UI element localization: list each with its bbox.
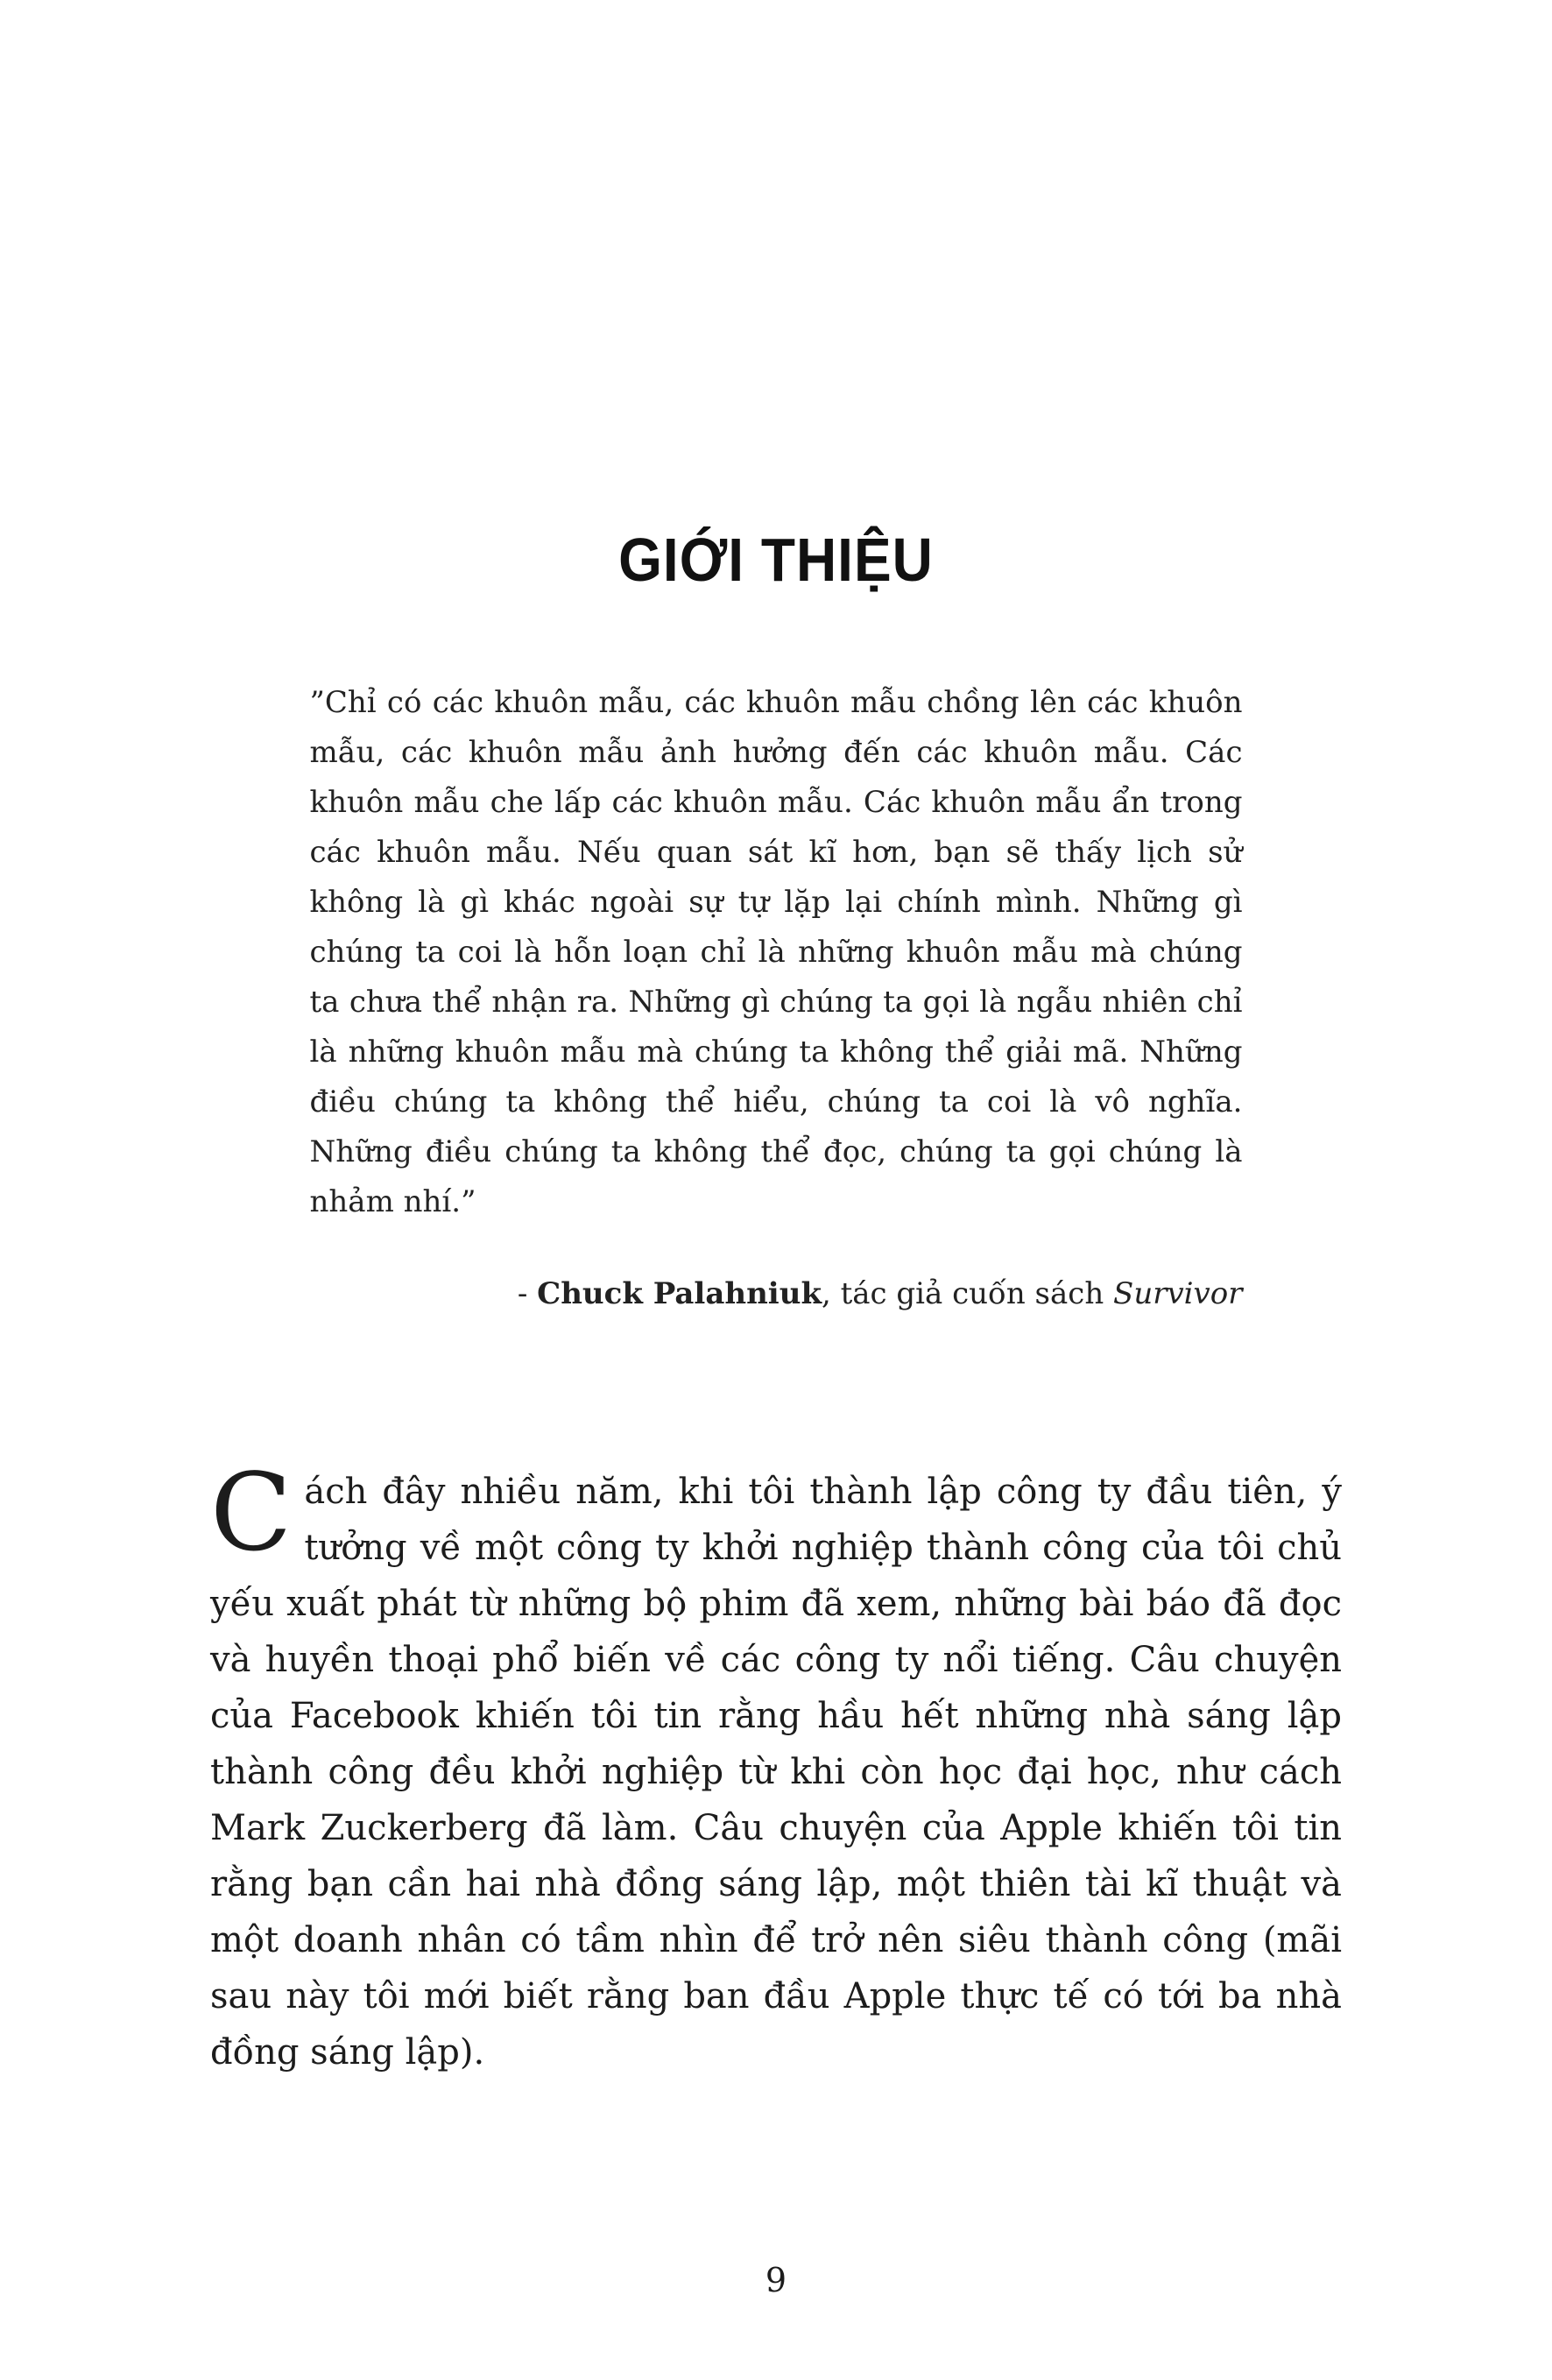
- page-number: 9: [765, 2261, 787, 2299]
- quote-block: ”Chỉ có các khuôn mẫu, các khuôn mẫu chồng lên các khuôn mẫu, các khuôn mẫu ảnh hưởng đến các khuôn mẫu. Các khuôn mẫu che lấp các khuôn mẫu. Các khuôn mẫu ẩn trong các khuôn mẫu. Nếu quan sát kĩ hơn, bạn sẽ thấy lịch sử không là gì khác ngoài sự tự lặp lại chính mình. Những gì chúng ta coi là hỗn loạn chỉ là những khuôn mẫu mà chúng ta chưa thể nhận ra. Những gì chúng ta gọi là ngẫu nhiên chỉ là những khuôn mẫu mà chúng ta không thể giải mã. Những điều chúng ta không thể hiểu, chúng ta coi là vô nghĩa. Những điều chúng ta không thể đọc, chúng ta gọi chúng là nhảm nhí.”: [309, 685, 1243, 1219]
- author-name: Chuck Palahniuk: [537, 1276, 822, 1311]
- body-paragraph-text: ách đây nhiều năm, khi tôi thành lập công ty đầu tiên, ý tưởng về một công ty khởi nghiệp thành công của tôi chủ yếu xuất phát từ những bộ phim đã xem, những bài báo đã đọc và huyền thoại phổ biến về các công ty nổi tiếng. Câu chuyện của Facebook khiến tôi tin rằng hầu hết những nhà sáng lập thành công đều khởi nghiệp từ khi còn học đại học, như cách Mark Zuckerberg đã làm. Câu chuyện của Apple khiến tôi tin rằng bạn cần hai nhà đồng sáng lập, một thiên tài kĩ thuật và một doanh nhân có tầm nhìn để trở nên siêu thành công (mãi sau này tôi mới biết rằng ban đầu Apple thực tế có tới ba nhà đồng sáng lập).: [210, 1472, 1342, 2073]
- attribution-text: , tác giả cuốn sách: [822, 1276, 1114, 1311]
- quote-attribution: [310, 1269, 1243, 1319]
- body-paragraph: [210, 1451, 1342, 2080]
- page-title: GIỚI THIỆU: [618, 526, 934, 595]
- attribution-dash: -: [517, 1276, 538, 1311]
- drop-cap: C: [210, 1451, 293, 1575]
- book-work-title: Survivor: [1113, 1276, 1243, 1311]
